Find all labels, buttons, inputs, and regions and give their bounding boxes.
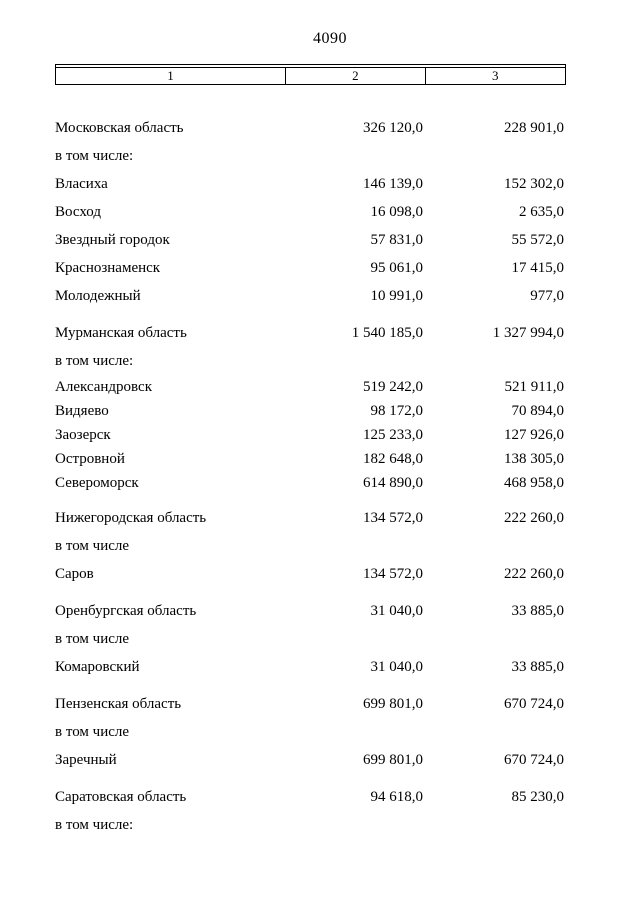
row-label: в том числе: bbox=[55, 816, 134, 833]
table-row bbox=[55, 198, 566, 226]
table-row bbox=[55, 142, 566, 170]
table-row bbox=[55, 471, 566, 495]
row-label: Видяево bbox=[55, 402, 109, 419]
row-label: Пензенская область bbox=[55, 695, 182, 712]
row-value-col2: 125 233,0 bbox=[363, 426, 423, 443]
row-value-col3: 70 894,0 bbox=[511, 402, 564, 419]
table-header-col-1: 1 bbox=[167, 68, 174, 83]
row-value-col2: 519 242,0 bbox=[363, 378, 423, 395]
data-table bbox=[55, 64, 566, 839]
row-value-col2: 614 890,0 bbox=[363, 474, 423, 491]
table-row bbox=[55, 399, 566, 423]
table-header bbox=[55, 64, 566, 85]
table-row-region bbox=[55, 690, 566, 718]
table-row-region bbox=[55, 504, 566, 532]
row-value-col2: 98 172,0 bbox=[370, 402, 423, 419]
table-row-region bbox=[55, 597, 566, 625]
row-value-col2: 31 040,0 bbox=[370, 658, 423, 675]
table-header-row bbox=[56, 68, 565, 84]
table-row bbox=[55, 653, 566, 681]
row-value-col2: 146 139,0 bbox=[363, 175, 423, 192]
row-value-col3: 33 885,0 bbox=[511, 602, 564, 619]
table-row bbox=[55, 375, 566, 399]
row-label: Североморск bbox=[55, 474, 139, 491]
table-row bbox=[55, 718, 566, 746]
row-value-col2: 182 648,0 bbox=[363, 450, 423, 467]
row-value-col3: 670 724,0 bbox=[504, 695, 564, 712]
row-label: Островной bbox=[55, 450, 125, 467]
row-value-col3: 17 415,0 bbox=[511, 259, 564, 276]
row-value-col3: 138 305,0 bbox=[504, 450, 564, 467]
table-row bbox=[55, 347, 566, 375]
table-row bbox=[55, 811, 566, 839]
row-value-col3: 228 901,0 bbox=[504, 119, 564, 136]
table-row bbox=[55, 447, 566, 471]
table-header-col-2: 2 bbox=[285, 68, 424, 84]
row-value-col3: 55 572,0 bbox=[511, 231, 564, 248]
row-label: Саров bbox=[55, 565, 94, 582]
row-value-col3: 468 958,0 bbox=[504, 474, 564, 491]
row-label: в том числе bbox=[55, 537, 130, 554]
row-value-col2: 31 040,0 bbox=[370, 602, 423, 619]
row-value-col3: 670 724,0 bbox=[504, 751, 564, 768]
row-value-col2: 57 831,0 bbox=[370, 231, 423, 248]
row-value-col3: 977,0 bbox=[530, 287, 564, 304]
table-row bbox=[55, 423, 566, 447]
row-label: Восход bbox=[55, 203, 101, 220]
row-label: в том числе: bbox=[55, 147, 134, 164]
row-label: Заречный bbox=[55, 751, 117, 768]
table-body bbox=[55, 85, 566, 839]
row-label: в том числе bbox=[55, 630, 130, 647]
row-value-col3: 127 926,0 bbox=[504, 426, 564, 443]
row-value-col2: 699 801,0 bbox=[363, 751, 423, 768]
row-value-col3: 1 327 994,0 bbox=[492, 324, 564, 341]
row-value-col2: 95 061,0 bbox=[370, 259, 423, 276]
row-label: Молодежный bbox=[55, 287, 141, 304]
row-value-col2: 16 098,0 bbox=[370, 203, 423, 220]
row-value-col2: 94 618,0 bbox=[370, 788, 423, 805]
row-value-col2: 326 120,0 bbox=[363, 119, 423, 136]
row-value-col2: 10 991,0 bbox=[370, 287, 423, 304]
row-label: Нижегородская область bbox=[55, 509, 207, 526]
row-label: в том числе: bbox=[55, 352, 134, 369]
row-label: Заозерск bbox=[55, 426, 111, 443]
row-value-col2: 699 801,0 bbox=[363, 695, 423, 712]
page-number: 4090 bbox=[313, 30, 347, 47]
table-row bbox=[55, 170, 566, 198]
row-label: Звездный городок bbox=[55, 231, 170, 248]
table-row bbox=[55, 560, 566, 588]
table-row bbox=[55, 532, 566, 560]
table-row-region bbox=[55, 319, 566, 347]
row-value-col3: 521 911,0 bbox=[504, 378, 564, 395]
row-value-col3: 2 635,0 bbox=[519, 203, 564, 220]
table-row bbox=[55, 282, 566, 310]
row-label: Мурманская область bbox=[55, 324, 187, 341]
row-label: Московская область bbox=[55, 119, 184, 136]
row-label: Александровск bbox=[55, 378, 152, 395]
row-value-col3: 85 230,0 bbox=[511, 788, 564, 805]
table-row-region bbox=[55, 114, 566, 142]
row-value-col2: 1 540 185,0 bbox=[351, 324, 423, 341]
row-value-col3: 222 260,0 bbox=[504, 509, 564, 526]
table-row bbox=[55, 254, 566, 282]
row-label: Краснознаменск bbox=[55, 259, 161, 276]
row-label: Оренбургская область bbox=[55, 602, 197, 619]
table-row bbox=[55, 625, 566, 653]
table-row bbox=[55, 746, 566, 774]
row-label: Комаровский bbox=[55, 658, 140, 675]
row-value-col2: 134 572,0 bbox=[363, 565, 423, 582]
table-header-col-3: 3 bbox=[425, 68, 565, 84]
row-label: в том числе bbox=[55, 723, 130, 740]
row-value-col3: 33 885,0 bbox=[511, 658, 564, 675]
row-value-col2: 134 572,0 bbox=[363, 509, 423, 526]
table-row bbox=[55, 226, 566, 254]
row-label: Саратовская область bbox=[55, 788, 187, 805]
row-value-col3: 222 260,0 bbox=[504, 565, 564, 582]
row-value-col3: 152 302,0 bbox=[504, 175, 564, 192]
row-label: Власиха bbox=[55, 175, 108, 192]
table-row-region bbox=[55, 783, 566, 811]
